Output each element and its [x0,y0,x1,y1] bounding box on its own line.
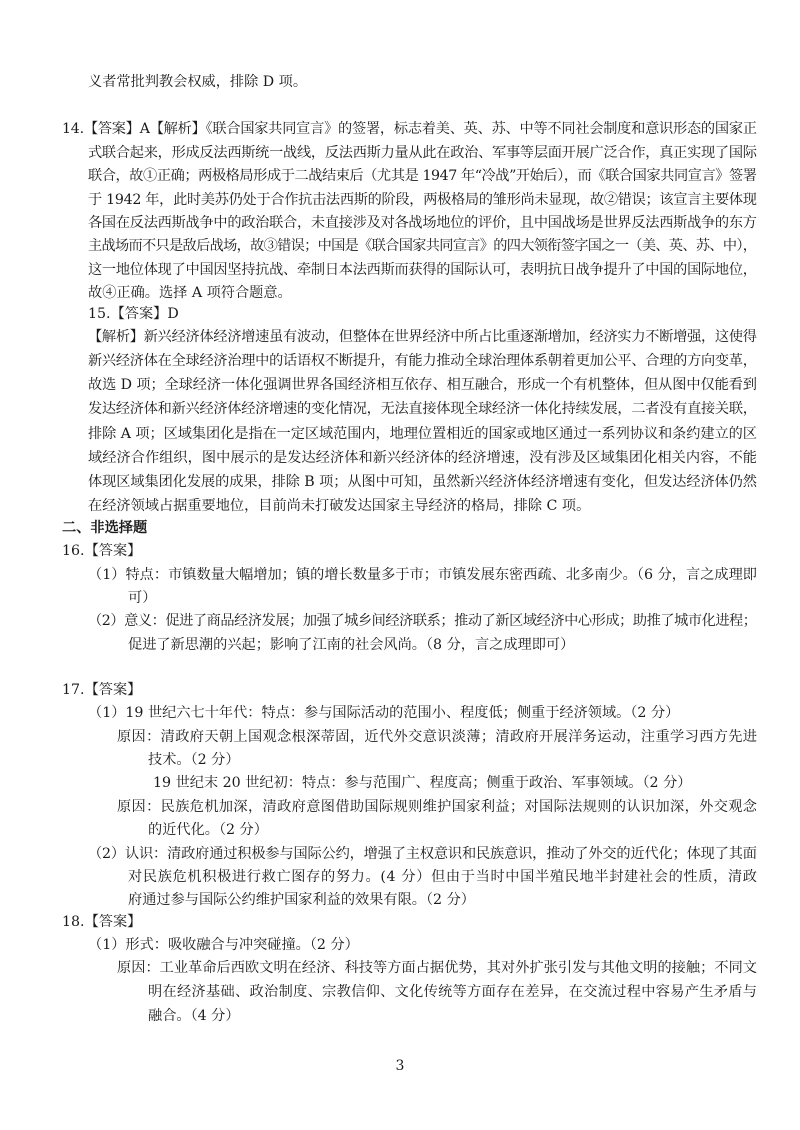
text-line: 式联合起来，形成反法西斯统一战线，反法西斯力量从此在政治、军事等层面开展广泛合作，真正实现了国际 [88,145,757,161]
text-line: 原因：民族危机加深，清政府意图借助国际规则维护国家利益；对国际法规则的认识加深，外交观念 [117,799,758,815]
text-line: 故选 D 项；全球经济一体化强调世界各国经济相互依存、相互融合，形成一个有机整体，但从图中仅能看到 [88,377,757,393]
text-line: 16.【答案】 [62,543,142,559]
text-line: 融合。（4 分） [148,1008,240,1024]
text-line: 【解析】新兴经济体经济增速虽有波动，但整体在世界经济中所占比重逐渐增加，经济实力不断增强，这使得 [88,329,757,345]
text-line: 这一地位体现了中国因坚持抗战、牵制日本法西斯而获得的国际认可，表明抗日战争提升了中国的国际地位， [88,262,757,278]
text-line: 明在经济基础、政治制度、宗教信仰、文化传统等方面存在差异，在交流过程中容易产生矛盾与 [148,984,758,1000]
text-line: 主战场而不只是敌后战场，故③错误；中国是《联合国家共同宣言》的四大领衔签字国之一（美、英、苏、中）， [88,238,757,254]
text-line: 18.【答案】 [62,914,142,930]
text-line: 15.【答案】D [88,306,179,322]
text-line: （2）意义：促进了商品经济发展；加强了城乡间经济联系；推动了新区域经济中心形成；助推了城市化进程； [88,613,757,629]
text-line: 对民族危机积极进行救亡图存的努力。(4 分）但由于当时中国半殖民地半封建社会的性质，清政 [128,869,758,885]
page-number: 3 [395,1058,405,1074]
text-line: 的近代化。（2 分） [148,822,268,838]
text-line: 促进了新思潮的兴起；影响了江南的社会风尚。（8 分，言之成理即可） [128,637,575,653]
text-line: 故④正确。选择 A 项符合题意。 [88,285,292,301]
text-line: （2）认识：清政府通过积极参与国际公约，增强了主权意识和民族意识，推动了外交的近代化；体现了其面 [88,846,757,862]
text-line: 19 世纪末 20 世纪初：特点：参与范围广、程度高；侧重于政治、军事领域。（2 分） [153,775,692,791]
text-line: 技术。（2 分） [148,752,240,768]
text-line: 在经济领域占据重要地位，目前尚未打破发达国家主导经济的格局，排除 C 项。 [88,498,591,514]
text-line: 可） [128,590,157,606]
text-line: 14.【答案】A【解析】《联合国家共同宣言》的签署，标志着美、英、苏、中等不同社会制度和意识形态的国家正 [62,121,757,137]
text-line: 域经济合作组织，图中展示的是发达经济体和新兴经济体的经济增速，没有涉及区域集团化相关内容，不能 [88,450,758,466]
text-line: 联合，故①正确；两极格局形成于二战结束后（尤其是 1947 年“冷战”开始后），而《联合国家共同宣言》签署 [88,168,757,184]
section-heading: 二、非选择题 [62,520,148,536]
text-line: 排除 A 项；区域集团化是指在一定区域范围内，地理位置相近的国家或地区通过一系列协议和条约建立的区 [88,426,757,442]
text-line: 府通过参与国际公约维护国家利益的效果有限。（2 分） [128,892,475,908]
text-line: 义者常批判教会权威，排除 D 项。 [88,74,308,90]
text-line: 原因：清政府天朝上国观念根深蒂固，近代外交意识淡薄；清政府开展洋务运动，注重学习西方先进 [117,729,758,745]
text-line: 发达经济体和新兴经济体经济增速的变化情况，无法直接体现全球经济一体化持续发展，二者没有直接关联， [88,401,757,417]
text-line: 原因：工业革命后西欧文明在经济、科技等方面占据优势，其对外扩张引发与其他文明的接触；不同文 [117,960,758,976]
text-line: 各国在反法西斯战争中的政治联合，未直接涉及对各战场地位的评价，且中国战场是世界反法西斯战争的东方 [88,215,757,231]
text-line: （1）19 世纪六七十年代：特点：参与国际活动的范围小、程度低；侧重于经济领域。（2 分） [88,705,680,721]
text-line: （1）形式：吸收融合与冲突碰撞。（2 分） [88,937,359,953]
text-line: （1）特点：市镇数量大幅增加；镇的增长数量多于市；市镇发展东密西疏、北多南少。（6 分，言之成理即 [88,567,758,583]
text-line: 17.【答案】 [62,682,142,698]
text-line: 新兴经济体在全球经济治理中的话语权不断提升，有能力推动全球治理体系朝着更加公平、合理的方向变革， [88,353,757,369]
text-line: 于 1942 年，此时美苏仍处于合作抗击法西斯的阶段，两极格局的雏形尚未显现，故②错误；该宣言主要体现 [88,192,757,208]
text-line: 体现区域集团化发展的成果，排除 B 项；从图中可知，虽然新兴经济体经济增速有变化，但发达经济体仍然 [88,474,757,490]
